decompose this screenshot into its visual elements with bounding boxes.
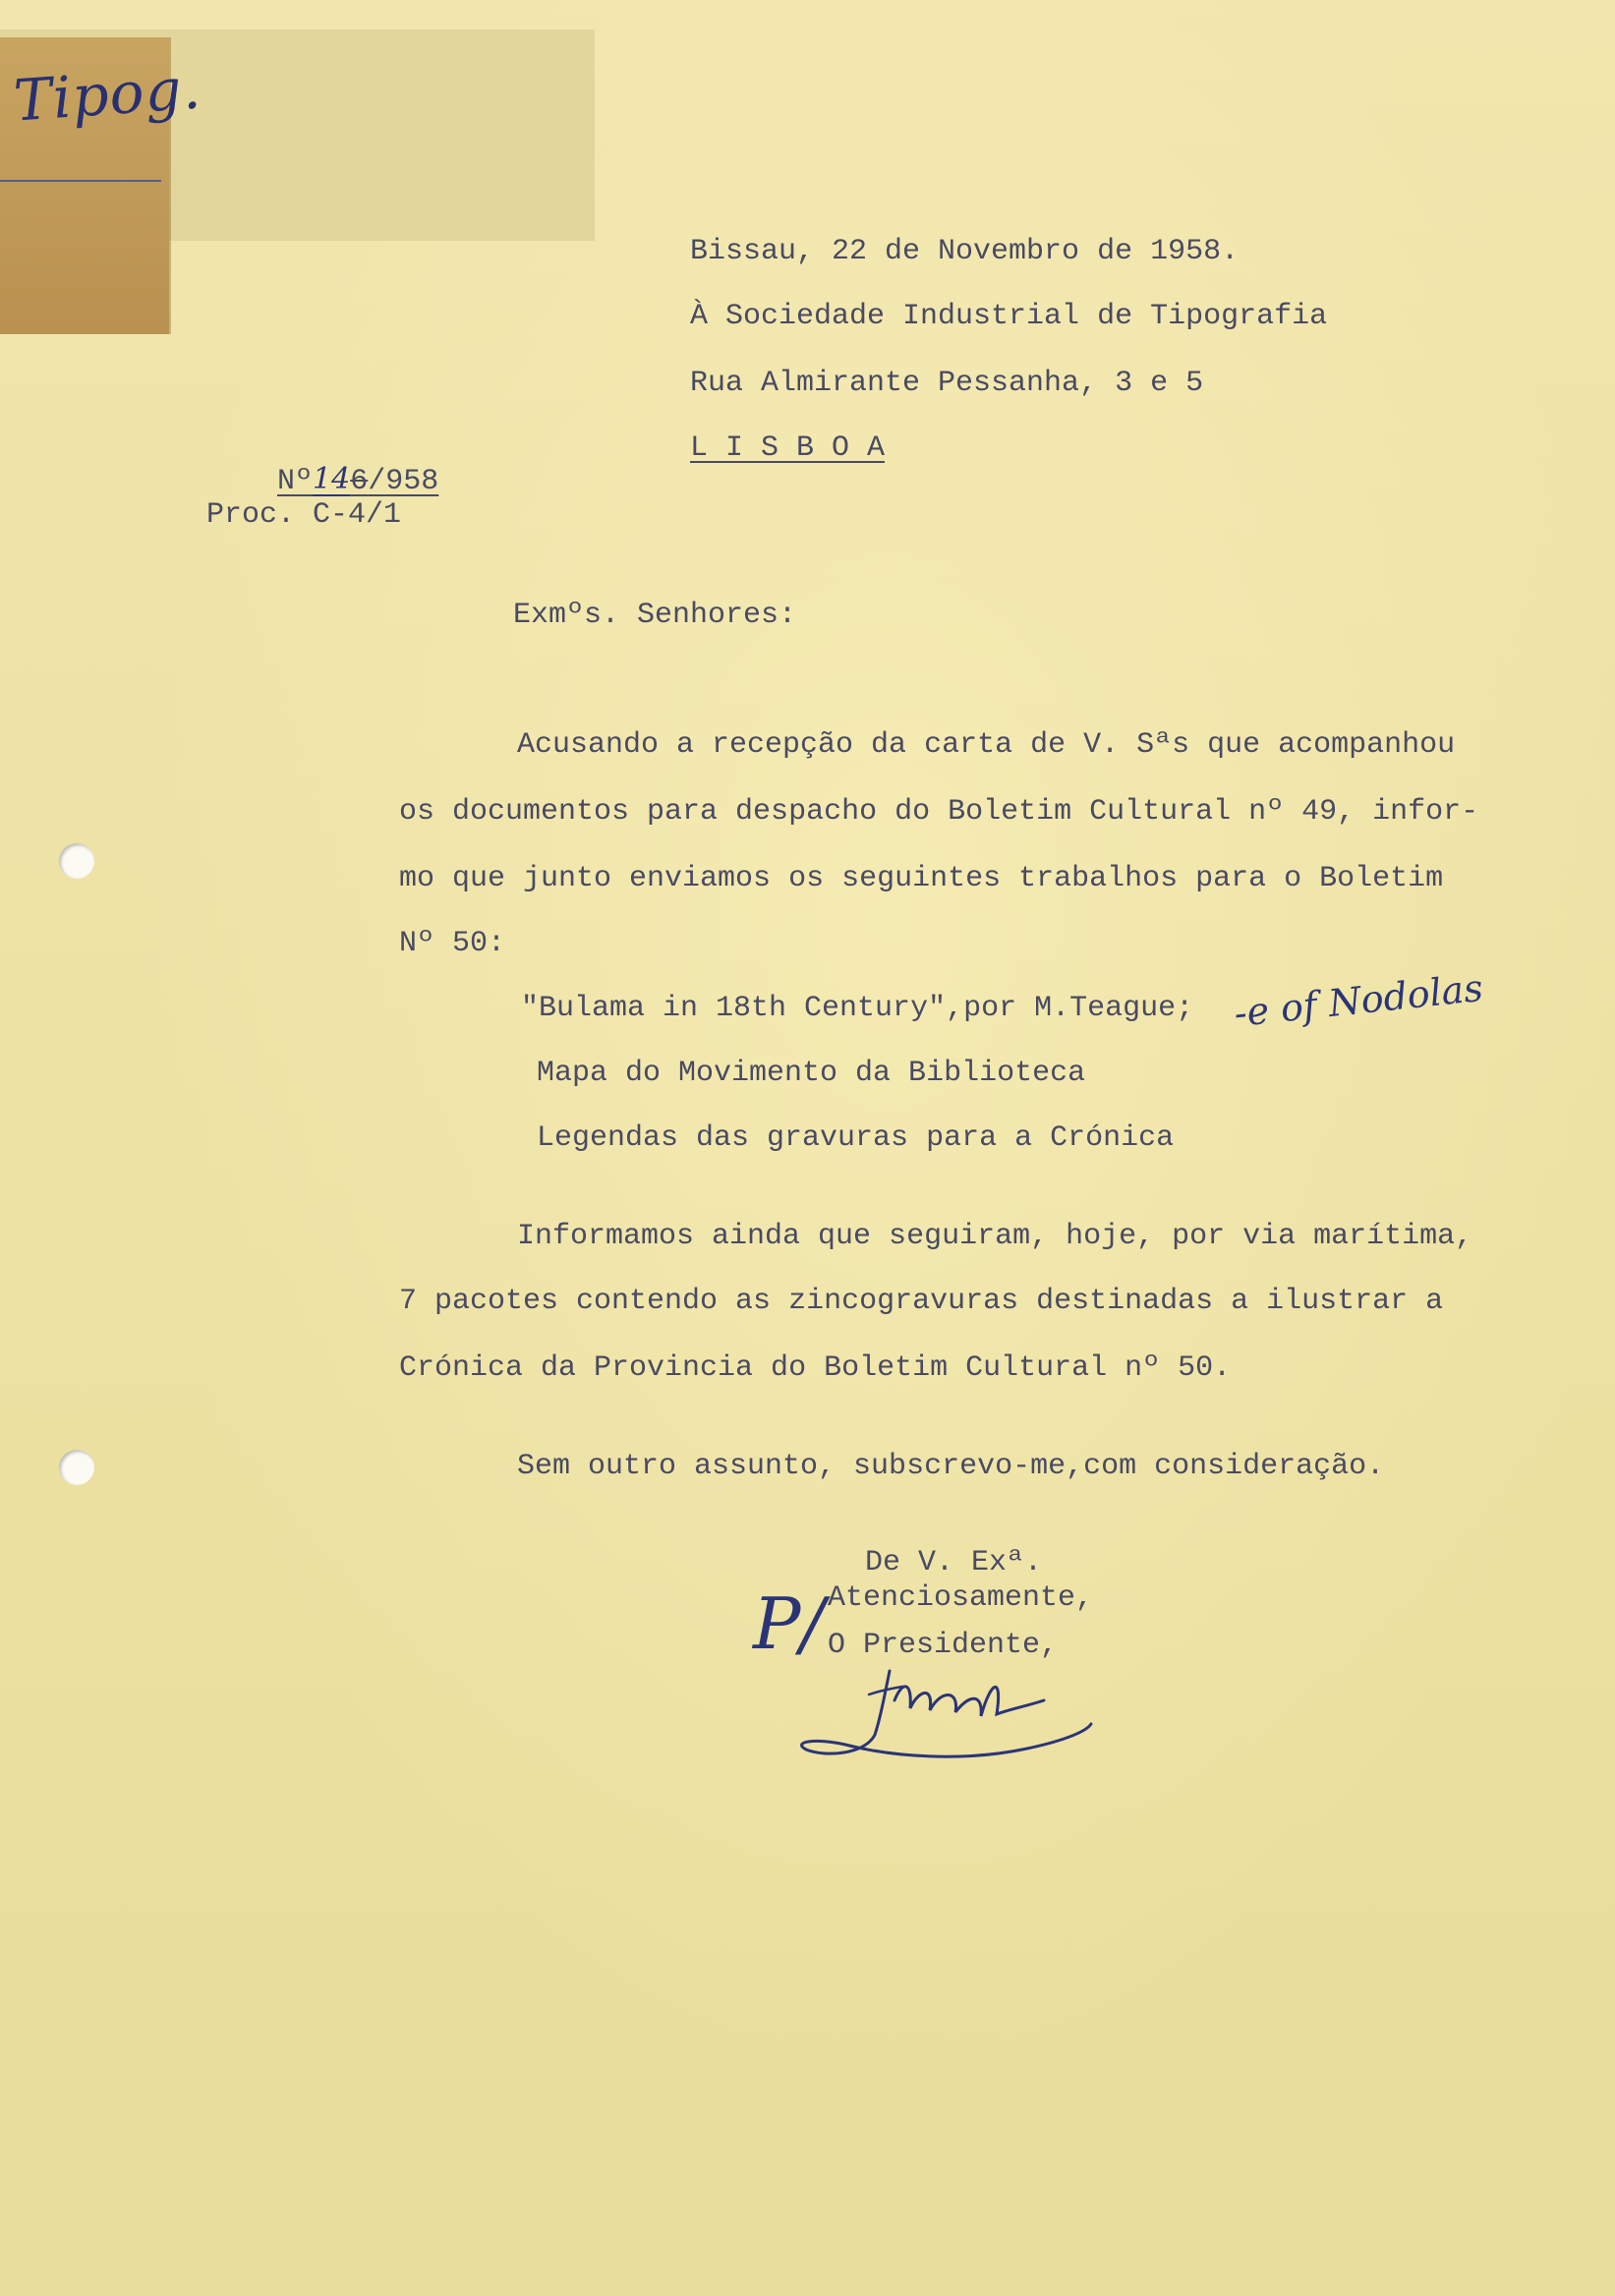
para1-line: Acusando a recepção da carta de V. Sªs que acompanhou bbox=[517, 728, 1456, 762]
salutation: Exmºs. Senhores: bbox=[513, 599, 797, 632]
tab-label: Tipog. bbox=[11, 54, 203, 135]
place-date: Bissau, 22 de Novembro de 1958. bbox=[690, 235, 1240, 268]
closing-line3: O Presidente, bbox=[828, 1629, 1059, 1662]
para2-line: 7 pacotes contendo as zincogravuras destinadas a ilustrar a bbox=[399, 1285, 1444, 1318]
address: Rua Almirante Pessanha, 3 e 5 bbox=[690, 367, 1204, 400]
item-mapa: Mapa do Movimento da Biblioteca bbox=[537, 1057, 1086, 1090]
para1-line: mo que junto enviamos os seguintes trabalhos para o Boletim bbox=[399, 862, 1444, 895]
pp-mark: P/ bbox=[753, 1582, 825, 1665]
recipient: À Sociedade Industrial de Tipografia bbox=[690, 300, 1328, 333]
item-legendas: Legendas das gravuras para a Crónica bbox=[537, 1121, 1175, 1155]
punch-hole-icon bbox=[59, 843, 94, 879]
ref-prefix: Nº bbox=[277, 465, 314, 498]
handwritten-addition: -e of Nodolas bbox=[1232, 965, 1485, 1036]
city: L I S B O A bbox=[690, 431, 886, 465]
para2-line: Crónica da Provincia do Boletim Cultural nº 50. bbox=[399, 1351, 1232, 1385]
ref-suffix: /958 bbox=[368, 465, 439, 498]
item-bulama: "Bulama in 18th Century",por M.Teague; bbox=[521, 992, 1194, 1025]
ref-hand: 14 bbox=[313, 462, 351, 496]
closing-line1: De V. Exª. bbox=[865, 1546, 1043, 1579]
ref-struck: 6 bbox=[350, 465, 369, 498]
para1-line: Nº 50: bbox=[399, 927, 506, 960]
para2-line: Informamos ainda que seguiram, hoje, por via marítima, bbox=[517, 1220, 1473, 1253]
punch-hole-icon bbox=[59, 1450, 94, 1485]
process-ref: Proc. C-4/1 bbox=[206, 498, 402, 532]
signature-icon bbox=[786, 1651, 1111, 1779]
tab-divider-line bbox=[0, 180, 161, 182]
closing-line2: Atenciosamente, bbox=[828, 1581, 1094, 1615]
para1-line: os documentos para despacho do Boletim Cultural nº 49, infor- bbox=[399, 795, 1479, 829]
para3: Sem outro assunto, subscrevo-me,com consideração. bbox=[517, 1450, 1385, 1483]
